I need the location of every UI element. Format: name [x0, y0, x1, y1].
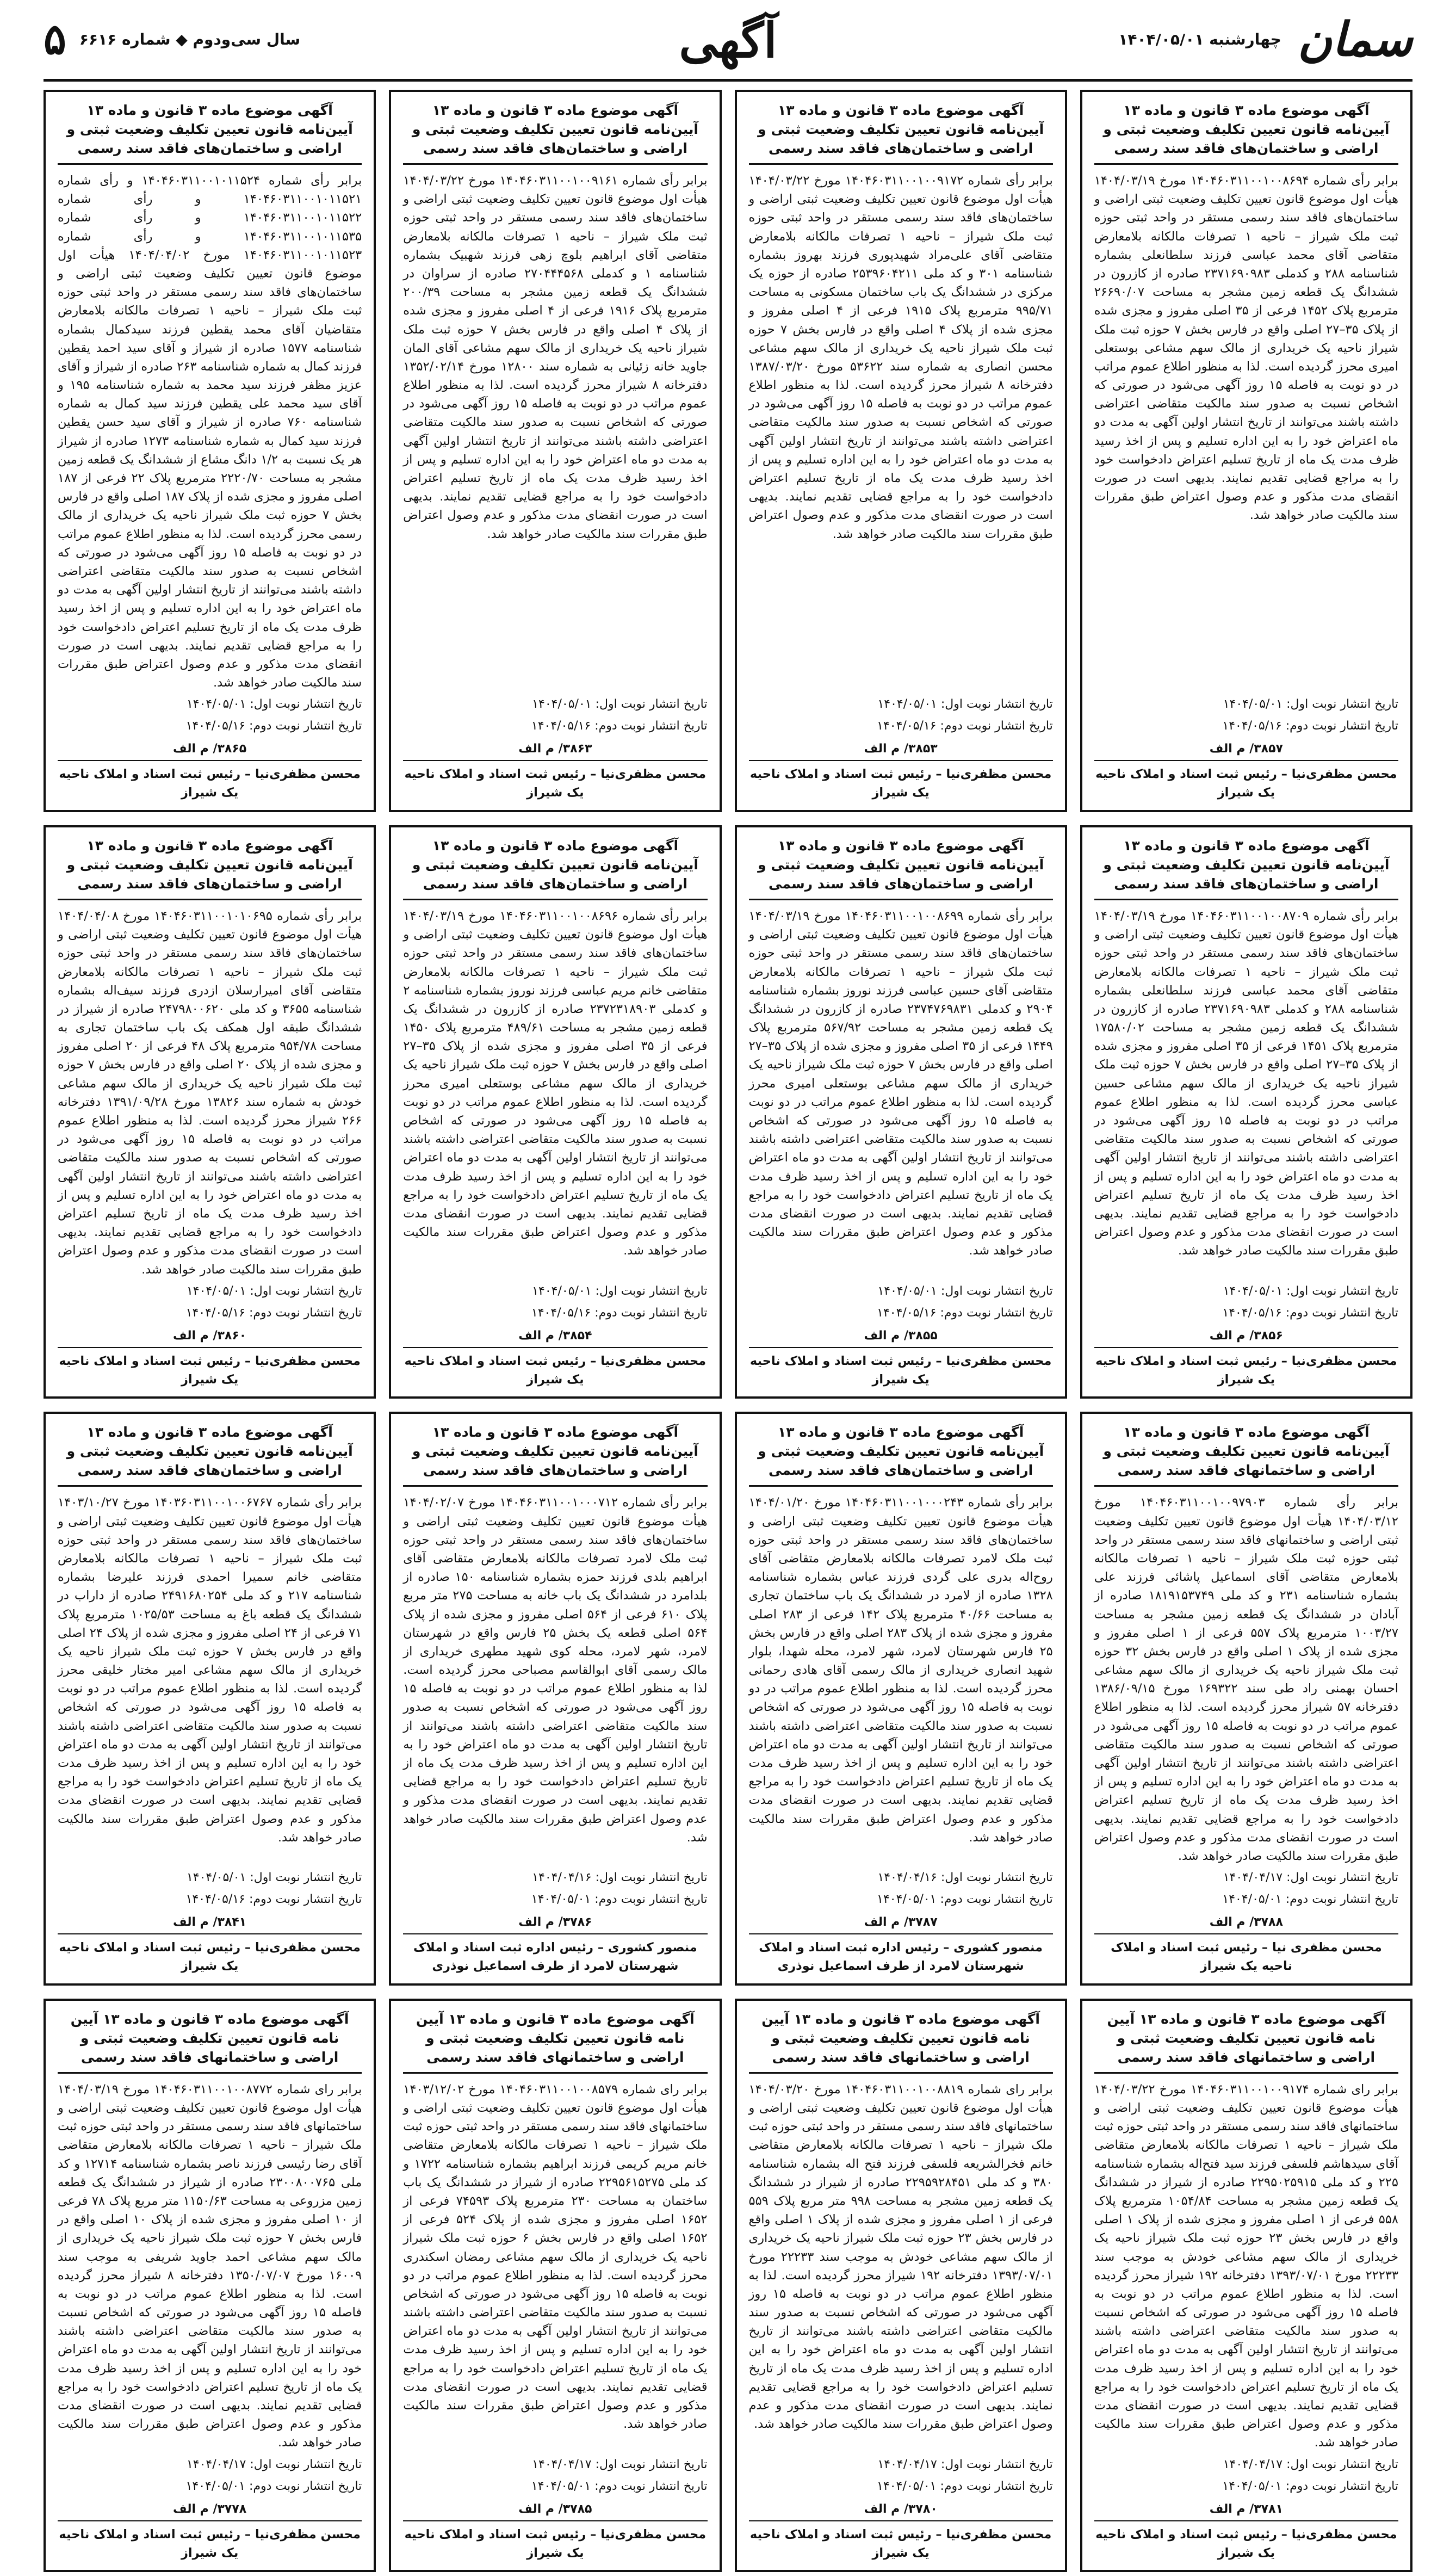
notice-box [1080, 90, 1412, 812]
issue-date: چهارشنبه ۱۴۰۴/۰۵/۰۱ [1118, 30, 1281, 48]
notice-title: آگهی موضوع ماده ۳ قانون و ماده ۱۳ آیین‌نامه قانون تعیین تکلیف وضعیت ثبتی و اراضی و ساختمان‌های فاقد سند رسمی [58, 1423, 362, 1487]
notice-body: برابر رأی شماره ۱۴۰۴۶۰۳۱۱۰۰۱۰۱۱۵۲۴ و رأی شماره ۱۴۰۴۶۰۳۱۱۰۰۱۰۱۱۵۲۱ و رأی شماره ۱۴۰۴۶۰۳۱۱۰۰۱۰۱۱۵۲۲ و رأی شماره ۱۴۰۴۶۰۳۱۱۰۰۱۰۱۱۵۳۵ و رأی شماره ۱۴۰۴۶۰۳۱۱۰۰۱۰۱۱۵۲۳ مورخ ۱۴۰۴/۰۴/۰۲ هیأت اول موضوع قانون تعیین تکلیف وضعیت ثبتی اراضی و ساختمان‌های فاقد سند رسمی مستقر در واحد ثبتی حوزه ثبت ملک شیراز – ناحیه ۱ تصرفات مالکانه بلامعارض متقاضیان آقای محمد یقطین فرزند سیدکمال بشماره شناسنامه ۱۵۷۷ صادره از شیراز و آقای سید احمد یقطین فرزند کمال به شماره شناسنامه ۲۶۳ صادره از شیراز و آقای عزیز مظفر فرزند سید محمد به شماره شناسنامه ۱۹۵ و آقای سید محمد علی یقطین فرزند سید کمال به شماره شناسنامه ۷۶۰ صادره از شیراز و آقای سید حسن یقطین فرزند سید کمال به شماره شناسنامه ۱۲۷۳ صادره از شیراز هر یک نسبت به ۱/۲ دانگ مشاع از ششدانگ یک قطعه زمین مشجر به مساحت ۲۲۲۰/۷۰ مترمربع پلاک ۲۲ فرعی از ۱۸۷ اصلی مفروز و مجزی شده از پلاک ۱۸۷ اصلی واقع در فارس بخش ۷ حوزه ثبت ملک شیراز ناحیه یک خریداری از مالک رسمی محرز گردیده است. لذا به منظور اطلاع عموم مراتب در دو نوبت به فاصله ۱۵ روز آگهی می‌شود در صورتی که اشخاص نسبت به صدور سند مالکیت متقاضی اعتراضی داشته باشند می‌توانند از تاریخ انتشار اولین آگهی به مدت دو ماه اعتراض خود را به این اداره تسلیم و پس از اخذ رسید ظرف مدت یک ماه از تاریخ تسلیم اعتراض دادخواست خود را به مراجع قضایی تقدیم نمایند. بدیهی است در صورت انقضای مدت مذکور و عدم وصول اعتراض طبق مقررات سند مالکیت صادر خواهد شد. [58, 174, 362, 690]
notice-body: برابر رأی شماره ۱۴۰۳۶۰۳۱۱۰۰۱۰۰۶۷۶۷ مورخ ۱۴۰۳/۱۰/۲۷ هیأت اول موضوع قانون تعیین تکلیف وضعیت ثبتی اراضی و ساختمان‌های فاقد سند رسمی مستقر در واحد ثبتی حوزه ثبت ملک شیراز – ناحیه ۱ تصرفات مالکانه بلامعارض متقاضی خانم سمیرا احمدی فرزند علیرضا بشماره شناسنامه ۲۱۷ و کد ملی ۲۴۹۱۶۸۰۲۵۴ صادره از داراب در ششدانگ یک قطعه باغ به مساحت ۱۰۲۵/۵۳ مترمربع پلاک ۷۱ فرعی از ۲۴ اصلی مفروز و مجزی شده از پلاک ۲۴ اصلی واقع در فارس بخش ۷ حوزه ثبت ملک شیراز ناحیه یک خریداری از مالک سهم مشاعی امیر مختار خلیقی محرز گردیده است. لذا به منظور اطلاع عموم مراتب در دو نوبت به فاصله ۱۵ روز آگهی می‌شود در صورتی که اشخاص نسبت به صدور سند مالکیت متقاضی اعتراضی داشته باشند می‌توانند از تاریخ انتشار اولین آگهی به مدت دو ماه اعتراض خود را به این اداره تسلیم و پس از اخذ رسید ظرف مدت یک ماه از تاریخ تسلیم اعتراض دادخواست خود را به مراجع قضایی تقدیم نمایند. بدیهی است در صورت انقضای مدت مذکور و عدم وصول اعتراض طبق مقررات سند مالکیت صادر خواهد شد. [58, 1495, 362, 1845]
notice-body: برابر رأی شماره ۱۴۰۴۶۰۳۱۱۰۰۱۰۰۹۱۶۱ مورخ ۱۴۰۴/۰۳/۲۲ هیأت اول موضوع قانون تعیین تکلیف وضعیت ثبتی اراضی و ساختمان‌های فاقد سند رسمی مستقر در واحد ثبتی حوزه ثبت ملک شیراز – ناحیه ۱ تصرفات مالکانه بلامعارض متقاضی آقای ابراهیم بلوچ زهی فرزند شهبیک بشماره شناسنامه ۱ و کدملی ۲۷۰۴۴۴۵۶۸ صادره از سراوان در ششدانگ یک قطعه زمین مشجر به مساحت ۲۰۰/۳۹ مترمربع پلاک ۱۹۱۶ فرعی از ۴ اصلی مفروز و مجزی شده از پلاک ۴ اصلی واقع در فارس بخش ۷ حوزه ثبت ملک شیراز ناحیه یک خریداری از مالک سهم مشاعی آقای المان جاوید خانه زئیانی به شماره سند ۱۲۸۰۰ مورخ ۱۳۵۲/۰۲/۱۴ دفترخانه ۸ شیراز محرز گردیده است. لذا به منظور اطلاع عموم مراتب در دو نوبت به فاصله ۱۵ روز آگهی می‌شود در صورتی که اشخاص نسبت به صدور سند مالکیت متقاضی اعتراضی داشته باشند می‌توانند از تاریخ انتشار اولین آگهی به مدت دو ماه اعتراض خود را به این اداره تسلیم و پس از اخذ رسید ظرف مدت یک ماه از تاریخ تسلیم اعتراض دادخواست خود را به مراجع قضایی تقدیم نمایند. بدیهی است در صورت انقضای مدت مذکور و عدم وصول اعتراض طبق مقررات سند مالکیت صادر خواهد شد. [403, 174, 708, 541]
notice-title: آگهی موضوع ماده ۳ قانون و ماده ۱۳ آیین‌نامه قانون تعیین تکلیف وضعیت ثبتی و اراضی و ساختمان‌های فاقد سند رسمی [1094, 101, 1398, 165]
notice-code: ۳۸۵۴/ م الف [518, 1328, 592, 1343]
notice-date-first: تاریخ انتشار نوبت اول: ۱۴۰۴/۰۵/۰۱ [532, 697, 708, 712]
notice-title: آگهی موضوع ماده ۳ قانون و ماده ۱۳ آیین‌نامه قانون تعیین تکلیف وضعیت ثبتی و اراضی و ساختمان‌های فاقد سند رسمی [749, 101, 1053, 165]
notice-signer: محسن مظفری‌نیا – رئیس ثبت اسناد و املاک ناحیه یک شیراز [1094, 2520, 1398, 2563]
notice-box [1080, 1412, 1412, 1985]
notice-signer: محسن مظفری‌نیا – رئیس ثبت اسناد و املاک ناحیه یک شیراز [1094, 1347, 1398, 1389]
notice-code: ۳۷۸۶/ م الف [518, 1915, 592, 1930]
notice-box [1080, 1999, 1412, 2572]
masthead-left [44, 15, 300, 64]
notice-date-first: تاریخ انتشار نوبت اول: ۱۴۰۴/۰۴/۱۷ [1223, 1871, 1398, 1885]
notice-code: ۳۸۵۷/ م الف [1209, 742, 1283, 756]
notice-date-second: تاریخ انتشار نوبت دوم: ۱۴۰۴/۰۵/۱۶ [531, 1306, 708, 1320]
notice-date-first: تاریخ انتشار نوبت اول: ۱۴۰۴/۰۴/۱۷ [532, 2457, 708, 2471]
notice-box [1080, 825, 1412, 1399]
notice-signer: محسن مظفری‌نیا – رئیس ثبت اسناد و املاک ناحیه یک شیراز [1094, 760, 1398, 802]
newspaper-logo: سمان [1297, 12, 1412, 67]
notice-code: ۳۷۷۸/ م الف [173, 2502, 247, 2516]
notice-title: آگهی موضوع ماده ۳ قانون و ماده ۱۳ آیین‌نامه قانون تعیین تکلیف وضعیت ثبتی و اراضی و ساختمان‌های فاقد سند رسمی [749, 836, 1053, 900]
notice-title: آگهی موضوع ماده ۳ قانون و ماده ۱۳ آیین‌نامه قانون تعیین تکلیف وضعیت ثبتی و اراضی و ساختمان‌های فاقد سند رسمی [403, 1423, 707, 1487]
notice-box [735, 90, 1067, 812]
notice-date-second: تاریخ انتشار نوبت دوم: ۱۴۰۴/۰۵/۱۶ [185, 1306, 362, 1320]
notice-date-second: تاریخ انتشار نوبت دوم: ۱۴۰۴/۰۵/۱۶ [877, 1306, 1053, 1320]
notice-box [389, 1412, 721, 1985]
notice-date-second: تاریخ انتشار نوبت دوم: ۱۴۰۴/۰۵/۰۱ [185, 2479, 362, 2493]
notice-code: ۳۷۸۸/ م الف [1209, 1915, 1283, 1930]
notice-date-second: تاریخ انتشار نوبت دوم: ۱۴۰۴/۰۵/۰۱ [531, 2479, 708, 2493]
notice-date-first: تاریخ انتشار نوبت اول: ۱۴۰۴/۰۴/۱۷ [186, 2457, 362, 2471]
notice-date-second: تاریخ انتشار نوبت دوم: ۱۴۰۴/۰۵/۱۶ [1222, 1306, 1398, 1320]
notice-body: برابر رأی شماره ۱۴۰۴۶۰۳۱۱۰۰۱۰۰۹۷۹۰۳ مورخ ۱۴۰۴/۰۳/۱۲ هیأت اول موضوع قانون تعیین تکلیف وضعیت ثبتی اراضی و ساختمانهای فاقد سند رسمی مستقر در واحد ثبتی حوزه ثبت ملک شیراز – ناحیه ۱ تصرفات مالکانه بلامعارض متقاضی آقای اسماعیل پاشائی فرزند علی بشماره شناسنامه ۲۳۱ و کد ملی ۱۸۱۹۱۵۳۷۴۹ صادره از آبادان در ششدانگ یک قطعه زمین مشجر به مساحت ۱۰۰۳/۲۷ مترمربع پلاک ۵۵۷ فرعی از ۱ اصلی مفروز و مجزی شده از پلاک ۱ اصلی واقع در فارس بخش ۳۲ حوزه ثبت ملک شیراز ناحیه یک خریداری از مالک سهم مشاعی احسان بهمنی راد طی سند ۱۶۹۳۲۲ مورخ ۱۳۸۶/۰۹/۱۵ دفترخانه ۵۷ شیراز محرز گردیده است. لذا به منظور اطلاع عموم مراتب در دو نوبت به فاصله ۱۵ روز آگهی می‌شود در صورتی که اشخاص نسبت به صدور سند مالکیت متقاضی اعتراضی داشته باشند می‌توانند از تاریخ انتشار اولین آگهی به مدت دو ماه اعتراض خود را به این اداره تسلیم و پس از اخذ رسید ظرف مدت یک ماه از تاریخ تسلیم اعتراض دادخواست خود را به مراجع قضایی تقدیم نمایند. بدیهی است در صورت انقضای مدت مذکور و عدم وصول اعتراض طبق مقررات سند مالکیت صادر خواهد شد. [1094, 1495, 1399, 1863]
notice-date-first: تاریخ انتشار نوبت اول: ۱۴۰۴/۰۵/۰۱ [1223, 1284, 1398, 1298]
notice-date-second: تاریخ انتشار نوبت دوم: ۱۴۰۴/۰۵/۰۱ [1222, 1893, 1398, 1907]
notice-title: آگهی موضوع ماده ۳ قانون و ماده ۱۳ آیین‌نامه قانون تعیین تکلیف وضعیت ثبتی و اراضی و ساختمان‌های فاقد سند رسمی [749, 1423, 1053, 1487]
notice-signer: محسن مظفری‌نیا – رئیس ثبت اسناد و املاک ناحیه یک شیراز [58, 760, 362, 802]
notice-body: برابر رأی شماره ۱۴۰۴۶۰۳۱۱۰۰۱۰۰۸۶۹۶ مورخ ۱۴۰۴/۰۳/۱۹ هیأت اول موضوع قانون تعیین تکلیف وضعیت ثبتی اراضی و ساختمان‌های فاقد سند رسمی مستقر در واحد ثبتی حوزه ثبت ملک شیراز – ناحیه ۱ تصرفات مالکانه بلامعارض متقاضی خانم مریم عباسی فرزند نوروز بشماره شناسنامه ۲ و کدملی ۲۳۷۲۳۱۸۹۰۳ صادره از کازرون در ششدانگ یک قطعه زمین مشجر به مساحت ۴۸۹/۶۱ مترمربع پلاک ۱۴۵۰ فرعی از ۳۵ اصلی مفروز و مجزی شده از پلاک ۳۵–۲۷ اصلی واقع در فارس بخش ۷ حوزه ثبت ملک شیراز ناحیه یک خریداری از مالک سهم مشاعی بوستعلی امیری محرز گردیده است. لذا به منظور اطلاع عموم مراتب در دو نوبت به فاصله ۱۵ روز آگهی می‌شود در صورتی که اشخاص نسبت به صدور سند مالکیت متقاضی اعتراضی داشته باشند می‌توانند از تاریخ انتشار اولین آگهی به مدت دو ماه اعتراض خود را به این اداره تسلیم و پس از اخذ رسید ظرف مدت یک ماه از تاریخ تسلیم اعتراض دادخواست خود را به مراجع قضایی تقدیم نمایند. بدیهی است در صورت انقضای مدت مذکور و عدم وصول اعتراض طبق مقررات سند مالکیت صادر خواهد شد. [403, 908, 708, 1258]
notice-box [44, 825, 376, 1399]
masthead-right [1118, 12, 1412, 67]
notice-body: برابر رأی شماره ۱۴۰۴۶۰۳۱۱۰۰۱۰۱۰۶۹۵ مورخ ۱۴۰۴/۰۴/۰۸ هیأت اول موضوع قانون تعیین تکلیف وضعیت ثبتی اراضی و ساختمان‌های فاقد سند رسمی مستقر در واحد ثبتی حوزه ثبت ملک شیراز – ناحیه ۱ تصرفات مالکانه بلامعارض متقاضی آقای امیرارسلان ازدری فرزند سیف‌اله بشماره شناسنامه ۳۶۵۵ و کد ملی ۲۴۷۹۸۰۰۶۲۰ صادره از شیراز در ششدانگ طبقه اول همکف یک باب ساختمان تجاری به مساحت ۹۵۴/۷۸ مترمربع پلاک ۴۸ فرعی از ۲۰ اصلی مفروز و مجزی شده از پلاک ۲۰ اصلی واقع در فارس بخش ۷ حوزه ثبت ملک شیراز ناحیه یک خریداری از مالک سهم مشاعی خودش به شماره سند ۱۳۸۲۶ مورخ ۱۳۹۱/۰۹/۲۸ دفترخانه ۲۶۶ شیراز محرز گردیده است. لذا به منظور اطلاع عموم مراتب در دو نوبت به فاصله ۱۵ روز آگهی می‌شود در صورتی که اشخاص نسبت به صدور سند مالکیت متقاضی اعتراضی داشته باشند می‌توانند از تاریخ انتشار اولین آگهی به مدت دو ماه اعتراض خود را به این اداره تسلیم و پس از اخذ رسید ظرف مدت یک ماه از تاریخ تسلیم اعتراض دادخواست خود را به مراجع قضایی تقدیم نمایند. بدیهی است در صورت انقضای مدت مذکور و عدم وصول اعتراض طبق مقررات سند مالکیت صادر خواهد شد. [58, 908, 362, 1277]
notice-code: ۳۷۸۵/ م الف [518, 2502, 592, 2516]
notice-body: برابر رأی شماره ۱۴۰۴۶۰۳۱۱۰۰۱۰۰۹۱۷۲ مورخ ۱۴۰۴/۰۳/۲۲ هیأت اول موضوع قانون تعیین تکلیف وضعیت ثبتی اراضی و ساختمان‌های فاقد سند رسمی مستقر در واحد ثبتی حوزه ثبت ملک شیراز – ناحیه ۱ تصرفات مالکانه بلامعارض متقاضی آقای علی‌مراد شهیدپوری فرزند بهروز بشماره شناسنامه ۳۰۱ و کد ملی ۲۵۳۹۶۰۴۲۱۱ صادره از حوزه یک مرکزی در ششدانگ یک باب ساختمان مسکونی به مساحت ۹۹۵/۷۱ مترمربع پلاک ۱۹۱۵ فرعی از ۴ اصلی مفروز و مجزی شده از پلاک ۴ اصلی واقع در فارس بخش ۷ حوزه ثبت ملک شیراز ناحیه یک خریداری از مالک سهم مشاعی محسن انصاری به شماره سند ۵۳۶۲۲ مورخ ۱۳۸۷/۰۳/۲۰ دفترخانه ۸ شیراز محرز گردیده است. لذا به منظور اطلاع عموم مراتب در دو نوبت به فاصله ۱۵ روز آگهی می‌شود در صورتی که اشخاص نسبت به صدور سند مالکیت متقاضی اعتراضی داشته باشند می‌توانند از تاریخ انتشار اولین آگهی به مدت دو ماه اعتراض خود را به این اداره تسلیم و پس از اخذ رسید ظرف مدت یک ماه از تاریخ تسلیم اعتراض دادخواست خود را به مراجع قضایی تقدیم نمایند. بدیهی است در صورت انقضای مدت مذکور و عدم وصول اعتراض طبق مقررات سند مالکیت صادر خواهد شد. [748, 174, 1053, 541]
notice-signer: منصور کشوری – رئیس اداره ثبت اسناد و املاک شهرستان لامرد از طرف اسماعیل نوذری [403, 1933, 707, 1976]
notice-date-second: تاریخ انتشار نوبت دوم: ۱۴۰۴/۰۵/۰۱ [877, 2479, 1053, 2493]
notice-date-first: تاریخ انتشار نوبت اول: ۱۴۰۴/۰۴/۱۷ [1223, 2457, 1398, 2471]
notice-body: برابر رای شماره ۱۴۰۴۶۰۳۱۱۰۰۱۰۰۸۵۷۹ مورخ ۱۴۰۳/۱۲/۰۲ هیأت اول موضوع قانون تعیین تکلیف وضعیت ثبتی اراضی و ساختمانهای فاقد سند رسمی مستقر در واحد ثبتی حوزه ثبت ملک شیراز – ناحیه ۱ تصرفات مالکانه بلامعارض متقاضی خانم مریم کریمی فرزند ابراهیم بشماره شناسنامه ۱۷۲۲ و کد ملی ۲۲۹۵۶۱۵۲۷۵ صادره از شیراز در ششدانگ یک باب ساختمان به مساحت ۲۳۰ مترمربع پلاک ۷۴۵۹۳ فرعی از ۱۶۵۲ اصلی مفروز و مجزی شده از پلاک ۵۲۴ فرعی از ۱۶۵۲ اصلی واقع در فارس بخش ۶ حوزه ثبت ملک شیراز ناحیه یک خریداری از مالک سهم مشاعی رمضان اسکندری محرز گردیده است. لذا به منظور اطلاع عموم مراتب در دو نوبت به فاصله ۱۵ روز آگهی می‌شود در صورتی که اشخاص نسبت به صدور سند مالکیت متقاضی اعتراضی داشته باشند می‌توانند از تاریخ انتشار اولین آگهی به مدت دو ماه اعتراض خود را به این اداره تسلیم و پس از اخذ رسید ظرف مدت یک ماه از تاریخ تسلیم اعتراض دادخواست خود را به مراجع قضایی تقدیم نمایند. بدیهی است در صورت انقضای مدت مذکور و عدم وصول اعتراض طبق مقررات سند مالکیت صادر خواهد شد. [403, 2082, 708, 2432]
notice-date-second: تاریخ انتشار نوبت دوم: ۱۴۰۴/۰۵/۰۱ [1222, 2479, 1398, 2493]
notice-body: برابر رای شماره ۱۴۰۴۶۰۳۱۱۰۰۱۰۰۹۱۷۴ مورخ ۱۴۰۴/۰۳/۲۲ هیأت موضوع قانون تعیین تکلیف وضعیت ثبتی اراضی و ساختمانهای فاقد سند رسمی مستقر در واحد ثبتی حوزه ثبت ملک شیراز – ناحیه ۱ تصرفات مالکانه بلامعارض متقاضی آقای سیدهاشم فلسفی فرزند سید فتح‌اله بشماره شناسنامه ۲۲۵ و کد ملی ۲۲۹۵۰۲۵۹۱۵ صادره از شیراز در ششدانگ یک قطعه زمین مشجر به مساحت ۱۰۵۴/۸۴ مترمربع پلاک ۵۵۸ فرعی از ۱ اصلی مفروز و مجزی شده از پلاک ۱ اصلی واقع در فارس بخش ۲۳ حوزه ثبت ملک شیراز ناحیه یک خریداری از مالک سهم مشاعی خودش به موجب سند ۲۲۲۳۳ مورخ ۱۳۹۳/۰۷/۰۱ دفترخانه ۱۹۲ شیراز محرز گردیده است. لذا به منظور اطلاع عموم مراتب در دو نوبت به فاصله ۱۵ روز آگهی می‌شود در صورتی که اشخاص نسبت به صدور سند مالکیت متقاضی اعتراضی داشته باشند می‌توانند از تاریخ انتشار اولین آگهی به مدت دو ماه اعتراض خود را به این اداره تسلیم و پس از اخذ رسید ظرف مدت یک ماه از تاریخ تسلیم اعتراض دادخواست خود را به مراجع قضایی تقدیم نمایند. بدیهی است در صورت انقضای مدت مذکور و عدم وصول اعتراض طبق مقررات سند مالکیت صادر خواهد شد. [1094, 2082, 1399, 2450]
notice-signer: محسن مظفری‌نیا – رئیس ثبت اسناد و املاک ناحیه یک شیراز [749, 1347, 1053, 1389]
notice-body: برابر رأی شماره ۱۴۰۴۶۰۳۱۱۰۰۱۰۰۸۶۹۴ مورخ ۱۴۰۴/۰۳/۱۹ هیأت اول موضوع قانون تعیین تکلیف وضعیت ثبتی اراضی و ساختمان‌های فاقد سند رسمی مستقر در واحد ثبتی حوزه ثبت ملک شیراز – ناحیه ۱ تصرفات مالکانه بلامعارض متقاضی آقای محمد عباسی فرزند سلطانعلی بشماره شناسنامه ۲۸۸ و کدملی ۲۳۷۱۶۹۰۹۸۳ صادره از کازرون در ششدانگ یک قطعه زمین مشجر به مساحت ۲۶۶۹۰/۰۷ مترمربع پلاک ۱۴۵۲ فرعی از ۳۵ اصلی مفروز و مجزی شده از پلاک ۳۵–۲۷ اصلی واقع در فارس بخش ۷ حوزه ثبت ملک شیراز ناحیه یک خریداری از مالک سهم مشاعی بوستعلی امیری محرز گردیده است. لذا به منظور اطلاع عموم مراتب در دو نوبت به فاصله ۱۵ روز آگهی می‌شود در صورتی که اشخاص نسبت به صدور سند مالکیت متقاضی اعتراضی داشته باشند می‌توانند از تاریخ انتشار اولین آگهی به مدت دو ماه اعتراض خود را به این اداره تسلیم و پس از اخذ رسید ظرف مدت یک ماه از تاریخ تسلیم اعتراض دادخواست خود را به مراجع قضایی تقدیم نمایند. بدیهی است در صورت انقضای مدت مذکور و عدم وصول اعتراض طبق مقررات سند مالکیت صادر خواهد شد. [1094, 174, 1398, 523]
notice-title: آگهی موضوع ماده ۳ قانون و ماده ۱۳ آیین نامه قانون تعیین تکلیف وضعیت ثبتی و اراضی و ساختمانهای فاقد سند رسمی [749, 2010, 1053, 2074]
notice-box [735, 1412, 1067, 1985]
notice-code: ۳۸۶۳/ م الف [518, 742, 592, 756]
notice-signer: محسن مظفری‌نیا – رئیس ثبت اسناد و املاک ناحیه یک شیراز [403, 2520, 707, 2563]
notice-date-first: تاریخ انتشار نوبت اول: ۱۴۰۴/۰۵/۰۱ [877, 697, 1053, 712]
notice-signer: محسن مظفری‌نیا – رئیس ثبت اسناد و املاک ناحیه یک شیراز [403, 1347, 707, 1389]
notice-box [389, 1999, 721, 2572]
notice-date-second: تاریخ انتشار نوبت دوم: ۱۴۰۴/۰۵/۱۶ [531, 719, 708, 733]
notice-title: آگهی موضوع ماده ۳ قانون و ماده ۱۳ آیین‌نامه قانون تعیین تکلیف وضعیت ثبتی و اراضی و ساختمانهای فاقد سند رسمی [1094, 1423, 1398, 1487]
notice-body: برابر رأی شماره ۱۴۰۴۶۰۳۱۱۰۰۱۰۰۰۷۱۲ مورخ ۱۴۰۴/۰۲/۰۷ هیأت موضوع قانون تعیین تکلیف وضعیت ثبتی اراضی و ساختمان‌های فاقد سند رسمی مستقر در واحد ثبتی حوزه ثبت ملک لامرد تصرفات مالکانه بلامعارض متقاضی آقای ابراهیم بلدی فرزند حمزه بشماره شناسنامه ۱۵۰ صادره از بلدامرد در ششدانگ یک باب خانه به مساحت ۲۷۵ متر مربع پلاک ۶۱۰ فرعی از ۵۶۴ اصلی مفروز و مجزی شده از پلاک ۵۶۴ اصلی قطعه یک بخش ۲۵ فارس واقع در شهرستان لامرد، شهر لامرد، محله کوی شهید مطهری خریداری از مالک رسمی آقای ابوالقاسم مصباحی محرز گردیده است. لذا به منظور اطلاع عموم مراتب در دو نوبت به فاصله ۱۵ روز آگهی می‌شود در صورتی که اشخاص نسبت به صدور سند مالکیت متقاضی اعتراضی داشته باشند می‌توانند از تاریخ انتشار اولین آگهی به مدت دو ماه اعتراض خود را به این اداره تسلیم و پس از اخذ رسید ظرف مدت یک ماه از تاریخ تسلیم اعتراض دادخواست خود را به مراجع قضایی تقدیم نمایند. بدیهی است در صورت انقضای مدت مذکور و عدم وصول اعتراض طبق مقررات سند مالکیت صادر خواهد شد. [403, 1495, 708, 1845]
notice-title: آگهی موضوع ماده ۳ قانون و ماده ۱۳ آیین‌نامه قانون تعیین تکلیف وضعیت ثبتی و اراضی و ساختمان‌های فاقد سند رسمی [58, 836, 362, 900]
notice-title: آگهی موضوع ماده ۳ قانون و ماده ۱۳ آیین نامه قانون تعیین تکلیف وضعیت ثبتی و اراضی و ساختمانهای فاقد سند رسمی [1094, 2010, 1398, 2074]
notice-date-second: تاریخ انتشار نوبت دوم: ۱۴۰۴/۰۵/۰۱ [531, 1893, 708, 1907]
notice-title: آگهی موضوع ماده ۳ قانون و ماده ۱۳ آیین نامه قانون تعیین تکلیف وضعیت ثبتی و اراضی و ساختمانهای فاقد سند رسمی [58, 2010, 362, 2074]
notice-box [44, 1999, 376, 2572]
notice-box [735, 825, 1067, 1399]
notice-signer: محسن مظفری نیا – رئیس ثبت اسناد و املاک ناحیه یک شیراز [1094, 1933, 1398, 1976]
notice-date-second: تاریخ انتشار نوبت دوم: ۱۴۰۴/۰۵/۱۶ [1222, 719, 1398, 733]
notice-signer: محسن مظفری‌نیا – رئیس ثبت اسناد و املاک ناحیه یک شیراز [58, 1933, 362, 1976]
notice-title: آگهی موضوع ماده ۳ قانون و ماده ۱۳ آیین‌نامه قانون تعیین تکلیف وضعیت ثبتی و اراضی و ساختمان‌های فاقد سند رسمی [403, 101, 707, 165]
notice-body: برابر رای شماره ۱۴۰۴۶۰۳۱۱۰۰۱۰۰۸۷۷۲ مورخ ۱۴۰۴/۰۳/۱۹ هیأت اول موضوع قانون تعیین تکلیف وضعیت ثبتی اراضی و ساختمانهای فاقد سند رسمی مستقر در واحد ثبتی حوزه ثبت ملک شیراز – ناحیه ۱ تصرفات مالکانه بلامعارض متقاضی آقای رضا رئیسی فرزند ناصر بشماره شناسنامه ۱۲۷۱۴ و کد ملی ۲۳۰۰۸۰۰۷۶۵ صادره از شیراز در ششدانگ یک قطعه زمین مزروعی به مساحت ۱۱۵۰/۶۳ متر مربع پلاک ۷۸ فرعی از ۱۰ اصلی مفروز و مجزی شده از پلاک ۱۰ اصلی واقع در فارس بخش ۷ حوزه ثبت ملک شیراز ناحیه یک خریداری از مالک سهم مشاعی احمد جاوید شریفی به موجب سند ۱۶۰۰۹ مورخ ۱۳۵۰/۰۷/۰۷ دفترخانه ۸ شیراز محرز گردیده است. لذا به منظور اطلاع عموم مراتب در دو نوبت به فاصله ۱۵ روز آگهی می‌شود در صورتی که اشخاص نسبت به صدور سند مالکیت متقاضی اعتراضی داشته باشند می‌توانند از تاریخ انتشار اولین آگهی به مدت دو ماه اعتراض خود را به این اداره تسلیم و پس از اخذ رسید ظرف مدت یک ماه از تاریخ تسلیم اعتراض دادخواست خود را به مراجع قضایی تقدیم نمایند. بدیهی است در صورت انقضای مدت مذکور و عدم وصول اعتراض طبق مقررات سند مالکیت صادر خواهد شد. [58, 2082, 362, 2450]
issue-number: سال سی‌ودوم ◆ شماره ۶۶۱۶ [79, 30, 301, 48]
notice-date-second: تاریخ انتشار نوبت دوم: ۱۴۰۴/۰۵/۱۶ [185, 719, 362, 733]
notice-body: برابر رای شماره ۱۴۰۴۶۰۳۱۱۰۰۱۰۰۸۸۱۹ مورخ ۱۴۰۴/۰۳/۲۰ هیأت اول موضوع قانون تعیین تکلیف وضعیت ثبتی اراضی و ساختمانهای فاقد سند رسمی مستقر در واحد ثبتی حوزه ثبت ملک شیراز – ناحیه ۱ تصرفات مالکانه بلامعارض متقاضی خانم فخرالشریعه فلسفی فرزند فتح اله بشماره شناسنامه ۳۸۰ و کد ملی ۲۲۹۵۹۲۸۴۵۱ صادره از شیراز در ششدانگ یک قطعه زمین مشجر به مساحت ۹۹۸ متر مربع پلاک ۵۵۹ فرعی از ۱ اصلی مفروز و مجزی شده از پلاک ۱ اصلی واقع در فارس بخش ۲۳ حوزه ثبت ملک شیراز ناحیه یک خریداری از مالک سهم مشاعی خودش به موجب سند ۲۲۲۳۳ مورخ ۱۳۹۳/۰۷/۰۱ دفترخانه ۱۹۲ شیراز محرز گردیده است. لذا به منظور اطلاع عموم مراتب در دو نوبت به فاصله ۱۵ روز آگهی می‌شود در صورتی که اشخاص نسبت به صدور سند مالکیت متقاضی اعتراضی داشته باشند می‌توانند از تاریخ انتشار اولین آگهی به مدت دو ماه اعتراض خود را به این اداره تسلیم و پس از اخذ رسید ظرف مدت یک ماه از تاریخ تسلیم اعتراض دادخواست خود را به مراجع قضایی تقدیم نمایند. بدیهی است در صورت انقضای مدت مذکور و عدم وصول اعتراض طبق مقررات سند مالکیت صادر خواهد شد. [748, 2082, 1053, 2432]
notice-code: ۳۸۶۵/ م الف [173, 742, 247, 756]
notice-date-second: تاریخ انتشار نوبت دوم: ۱۴۰۴/۰۵/۱۶ [877, 719, 1053, 733]
notice-date-first: تاریخ انتشار نوبت اول: ۱۴۰۴/۰۴/۱۶ [532, 1871, 708, 1885]
notice-code: ۳۸۵۶/ م الف [1209, 1328, 1283, 1343]
notice-code: ۳۸۵۵/ م الف [864, 1328, 938, 1343]
notice-title: آگهی موضوع ماده ۳ قانون و ماده ۱۳ آیین‌نامه قانون تعیین تکلیف وضعیت ثبتی و اراضی و ساختمان‌های فاقد سند رسمی [1094, 836, 1398, 900]
notice-date-first: تاریخ انتشار نوبت اول: ۱۴۰۴/۰۵/۰۱ [186, 1284, 362, 1298]
notice-code: ۳۸۴۱/ م الف [173, 1915, 247, 1930]
notice-signer: محسن مظفری‌نیا – رئیس ثبت اسناد و املاک ناحیه یک شیراز [749, 2520, 1053, 2563]
notice-box [389, 90, 721, 812]
notice-code: ۳۷۸۷/ م الف [864, 1915, 938, 1930]
notice-date-first: تاریخ انتشار نوبت اول: ۱۴۰۴/۰۵/۰۱ [1223, 697, 1398, 712]
notice-signer: منصور کشوری – رئیس اداره ثبت اسناد و املاک شهرستان لامرد از طرف اسماعیل نوذری [749, 1933, 1053, 1976]
notice-date-first: تاریخ انتشار نوبت اول: ۱۴۰۴/۰۵/۰۱ [532, 1284, 708, 1298]
notice-code: ۳۷۸۱/ م الف [1209, 2502, 1283, 2516]
masthead [44, 0, 1412, 82]
notice-signer: محسن مظفری‌نیا – رئیس ثبت اسناد و املاک ناحیه یک شیراز [58, 2520, 362, 2563]
notice-date-first: تاریخ انتشار نوبت اول: ۱۴۰۴/۰۴/۱۶ [877, 1871, 1053, 1885]
notice-body: برابر رأی شماره ۱۴۰۴۶۰۳۱۱۰۰۱۰۰۸۶۹۹ مورخ ۱۴۰۴/۰۳/۱۹ هیأت اول موضوع قانون تعیین تکلیف وضعیت ثبتی اراضی و ساختمان‌های فاقد سند رسمی مستقر در واحد ثبتی حوزه ثبت ملک شیراز – ناحیه ۱ تصرفات مالکانه بلامعارض متقاضی آقای حسین عباسی فرزند نوروز بشماره شناسنامه ۲۹۰۴ و کدملی ۲۳۷۴۷۶۹۸۳۱ صادره از کازرون در ششدانگ یک قطعه زمین مشجر به مساحت ۵۶۷/۹۲ مترمربع پلاک ۱۴۴۹ فرعی از ۳۵ اصلی مفروز و مجزی شده از پلاک ۳۵–۲۷ اصلی واقع در فارس بخش ۷ حوزه ثبت ملک شیراز ناحیه یک خریداری از مالک سهم مشاعی بوستعلی امیری محرز گردیده است. لذا به منظور اطلاع عموم مراتب در دو نوبت به فاصله ۱۵ روز آگهی می‌شود در صورتی که اشخاص نسبت به صدور سند مالکیت متقاضی اعتراضی داشته باشند می‌توانند از تاریخ انتشار اولین آگهی به مدت دو ماه اعتراض خود را به این اداره تسلیم و پس از اخذ رسید ظرف مدت یک ماه از تاریخ تسلیم اعتراض دادخواست خود را به مراجع قضایی تقدیم نمایند. بدیهی است در صورت انقضای مدت مذکور و عدم وصول اعتراض طبق مقررات سند مالکیت صادر خواهد شد. [748, 908, 1053, 1258]
notice-signer: محسن مظفری‌نیا – رئیس ثبت اسناد و املاک ناحیه یک شیراز [403, 760, 707, 802]
notice-box [389, 825, 721, 1399]
notice-date-first: تاریخ انتشار نوبت اول: ۱۴۰۴/۰۵/۰۱ [186, 697, 362, 712]
page-number: ۵ [44, 15, 66, 64]
notice-body: برابر رأی شماره ۱۴۰۴۶۰۳۱۱۰۰۱۰۰۸۷۰۹ مورخ ۱۴۰۴/۰۳/۱۹ هیأت اول موضوع قانون تعیین تکلیف وضعیت ثبتی اراضی و ساختمان‌های فاقد سند رسمی مستقر در واحد ثبتی حوزه ثبت ملک شیراز – ناحیه ۱ تصرفات مالکانه بلامعارض متقاضی آقای محمد عباسی فرزند سلطانعلی بشماره شناسنامه ۲۸۸ و کدملی ۲۳۷۱۶۹۰۹۸۳ صادره از کازرون در ششدانگ یک قطعه زمین مشجر به مساحت ۱۷۵۸۰/۰۲ مترمربع پلاک ۱۴۵۱ فرعی از ۳۵ اصلی مفروز و مجزی شده از پلاک ۳۵–۲۷ اصلی واقع در فارس بخش ۷ حوزه ثبت ملک شیراز ناحیه یک خریداری از مالک سهم مشاعی حسین عباسی محرز گردیده است. لذا به منظور اطلاع عموم مراتب در دو نوبت به فاصله ۱۵ روز آگهی می‌شود در صورتی که اشخاص نسبت به صدور سند مالکیت متقاضی اعتراضی داشته باشند می‌توانند از تاریخ انتشار اولین آگهی به مدت دو ماه اعتراض خود را به این اداره تسلیم و پس از اخذ رسید ظرف مدت یک ماه از تاریخ تسلیم اعتراض دادخواست خود را به مراجع قضایی تقدیم نمایند. بدیهی است در صورت انقضای مدت مذکور و عدم وصول اعتراض طبق مقررات سند مالکیت صادر خواهد شد. [1094, 908, 1398, 1258]
notice-code: ۳۸۵۳/ م الف [864, 742, 938, 756]
notice-box [44, 90, 376, 812]
notice-box [735, 1999, 1067, 2572]
notice-date-first: تاریخ انتشار نوبت اول: ۱۴۰۴/۰۴/۱۷ [877, 2457, 1053, 2471]
notice-signer: محسن مظفری‌نیا – رئیس ثبت اسناد و املاک ناحیه یک شیراز [58, 1347, 362, 1389]
notice-code: ۳۸۶۰/ م الف [173, 1328, 247, 1343]
notice-title: آگهی موضوع ماده ۳ قانون و ماده ۱۳ آیین نامه قانون تعیین تکلیف وضعیت ثبتی و اراضی و ساختمانهای فاقد سند رسمی [403, 2010, 707, 2074]
notice-date-second: تاریخ انتشار نوبت دوم: ۱۴۰۴/۰۵/۰۱ [877, 1893, 1053, 1907]
notice-title: آگهی موضوع ماده ۳ قانون و ماده ۱۳ آیین‌نامه قانون تعیین تکلیف وضعیت ثبتی و اراضی و ساختمان‌های فاقد سند رسمی [403, 836, 707, 900]
notice-date-second: تاریخ انتشار نوبت دوم: ۱۴۰۴/۰۵/۱۶ [185, 1893, 362, 1907]
notice-box [44, 1412, 376, 1985]
notice-body: برابر رأی شماره ۱۴۰۴۶۰۳۱۱۰۰۱۰۰۰۲۴۳ مورخ ۱۴۰۴/۰۱/۲۰ هیأت موضوع قانون تعیین تکلیف وضعیت ثبتی اراضی و ساختمان‌های فاقد سند رسمی مستقر در واحد ثبتی حوزه ثبت ملک لامرد تصرفات مالکانه بلامعارض متقاضی آقای روح‌اله بدری علی گردی فرزند عباس بشماره شناسنامه ۱۳۲۸ صادره از لامرد در ششدانگ یک باب ساختمان تجاری به مساحت ۴۰/۶۶ مترمربع پلاک ۱۴۲ فرعی از ۲۸۳ اصلی مفروز و مجزی شده از پلاک ۲۸۳ اصلی واقع در فارس بخش ۲۵ فارس شهرستان لامرد، شهر لامرد، محله شهدا، بلوار شهید انصاری خریداری از مالک رسمی آقای هادی رحمانی محرز گردیده است. لذا به منظور اطلاع عموم مراتب در دو نوبت به فاصله ۱۵ روز آگهی می‌شود در صورتی که اشخاص نسبت به صدور سند مالکیت متقاضی اعتراضی داشته باشند می‌توانند از تاریخ انتشار اولین آگهی به مدت دو ماه اعتراض خود را به این اداره تسلیم و پس از اخذ رسید ظرف مدت یک ماه از تاریخ تسلیم اعتراض دادخواست خود را به مراجع قضایی تقدیم نمایند. بدیهی است در صورت انقضای مدت مذکور و عدم وصول اعتراض طبق مقررات سند مالکیت صادر خواهد شد. [748, 1495, 1053, 1845]
notice-signer: محسن مظفری‌نیا – رئیس ثبت اسناد و املاک ناحیه یک شیراز [749, 760, 1053, 802]
notice-date-first: تاریخ انتشار نوبت اول: ۱۴۰۴/۰۵/۰۱ [877, 1284, 1053, 1298]
notice-title: آگهی موضوع ماده ۳ قانون و ماده ۱۳ آیین‌نامه قانون تعیین تکلیف وضعیت ثبتی و اراضی و ساختمان‌های فاقد سند رسمی [58, 101, 362, 165]
notices-grid [44, 90, 1412, 2560]
notice-date-first: تاریخ انتشار نوبت اول: ۱۴۰۴/۰۵/۰۱ [186, 1871, 362, 1885]
notice-code: ۳۷۸۰/ م الف [864, 2502, 938, 2516]
section-title: آگهی [679, 12, 777, 69]
